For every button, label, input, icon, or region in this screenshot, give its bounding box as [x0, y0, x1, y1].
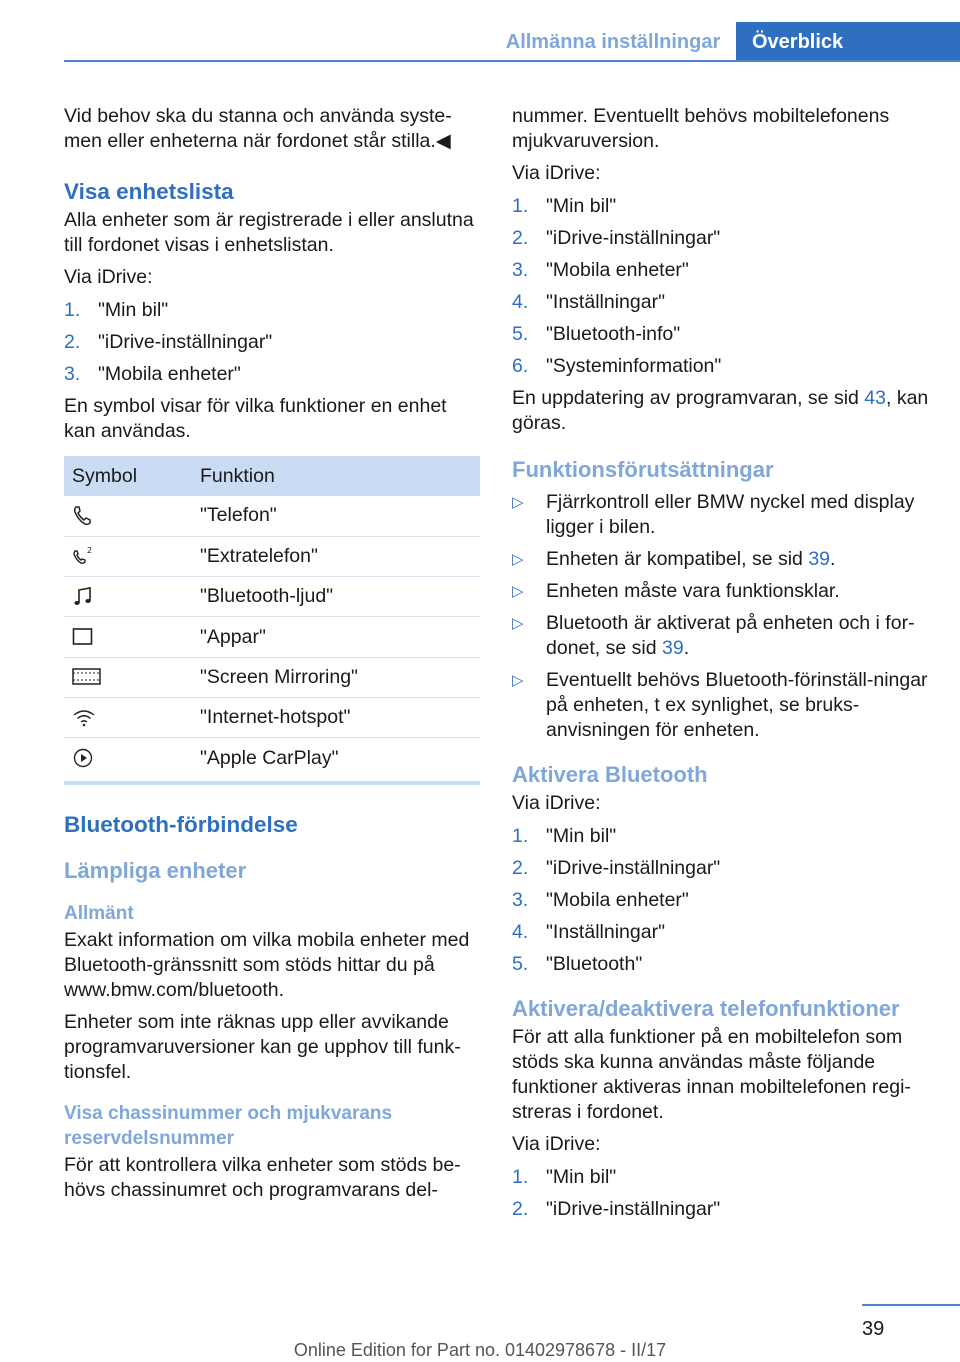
table-row [64, 496, 480, 536]
step-number: 3. [512, 889, 529, 911]
triangle-bullet-icon: ▷ [512, 551, 524, 568]
activate-bluetooth-steps [512, 824, 930, 977]
step-text: "Mobila enheter" [98, 363, 241, 385]
step-number: 3. [512, 259, 529, 281]
right-column [512, 104, 930, 1229]
step-text: "iDrive-inställningar" [98, 331, 273, 353]
step-text: "Inställningar" [546, 921, 665, 943]
chassis-paragraph: För att kontrollera vilka enheter som stöds be-hövs chassinumret och programvarans del- [64, 1154, 461, 1202]
step-number: 1. [64, 299, 81, 321]
list-item [512, 824, 930, 849]
bullet-text: Eventuellt behövs Bluetooth-förinställ-ningar på enheten, t ex synlighet, se bruks-anvisningen för enheten. [546, 669, 928, 741]
list-item [512, 490, 930, 540]
carplay-icon [72, 747, 94, 769]
heading-chassis-number: Visa chassinummer och mjukvarans reservdelsnummer [64, 1103, 393, 1150]
footer-divider [862, 1304, 960, 1306]
via-idrive-label: Via iDrive: [512, 792, 601, 814]
function-cell: "Screen Mirroring" [192, 657, 480, 697]
heading-phone-functions: Aktivera/deaktivera telefonfunktioner [512, 996, 900, 1021]
bullet-text: Fjärrkontroll eller BMW nyckel med display ligger i bilen. [546, 491, 915, 538]
step-text: "Bluetooth" [546, 953, 643, 975]
step-text: "iDrive-inställningar" [546, 857, 721, 879]
list-item [512, 290, 930, 315]
column-header-function: Funktion [192, 456, 480, 496]
via-idrive-label: Via iDrive: [512, 1133, 601, 1155]
header-section-title: Allmänna inställningar [505, 31, 721, 53]
left-column [64, 104, 482, 1210]
function-cell: "Apple CarPlay" [200, 746, 339, 769]
heading-bluetooth-connection: Bluetooth-förbindelse [64, 812, 298, 838]
column-header-symbol: Symbol [64, 456, 192, 496]
update-text: En uppdatering av programvaran, se sid [512, 387, 865, 409]
symbol-cell [64, 536, 192, 576]
step-number: 2. [64, 331, 81, 353]
page-link[interactable]: 39 [662, 637, 684, 659]
heading-suitable-devices: Lämpliga enheter [64, 858, 247, 884]
triangle-bullet-icon: ▷ [512, 494, 524, 511]
step-number: 2. [512, 857, 529, 879]
not-listed-paragraph: Enheter som inte räknas upp eller avvikande programvaruversioner kan ge upphov till funk-tionsfel. [64, 1011, 461, 1084]
step-number: 5. [512, 323, 529, 345]
phone-icon [72, 505, 92, 527]
table-row [64, 577, 480, 617]
wifi-hotspot-icon [72, 708, 96, 728]
intro-paragraph: Vid behov ska du stanna och använda syste-men eller enheterna när fordonet står stilla.◀ [64, 105, 452, 152]
step-number: 2. [512, 1198, 529, 1220]
step-text: "Inställningar" [546, 291, 665, 313]
table-row [64, 617, 480, 657]
function-cell: "Telefon" [192, 496, 480, 536]
phone-functions-paragraph: För att alla funktioner på en mobiltelefon som stöds ska kunna användas måste följande funktioner aktiveras innan mobiltelefonen regi-streras i fordonet. [512, 1026, 911, 1123]
function-cell: "Extratelefon" [192, 536, 480, 576]
step-number: 1. [512, 1166, 529, 1188]
footer-edition: Online Edition for Part no. 01402978678 - II/17 [293, 1340, 667, 1360]
list-item [512, 226, 930, 251]
music-note-icon [72, 586, 94, 608]
phone-functions-steps [512, 1165, 930, 1222]
page-link[interactable]: 43 [864, 387, 886, 409]
list-item [512, 1197, 930, 1222]
table-row [64, 738, 480, 778]
step-number: 2. [512, 227, 529, 249]
step-number: 4. [512, 921, 529, 943]
heading-prerequisites: Funktionsförutsättningar [512, 457, 774, 482]
table-row [64, 657, 480, 697]
list-item [64, 298, 482, 323]
general-paragraph: Exakt information om vilka mobila enheter med Bluetooth-gränssnitt som stöds hittar du på www.bmw.com/bluetooth. [64, 929, 470, 1002]
symbol-cell [64, 738, 192, 778]
screen-mirroring-icon [72, 667, 102, 687]
symbol-cell [64, 617, 192, 657]
function-cell: "Internet-hotspot" [192, 697, 480, 737]
prerequisite-list [512, 490, 930, 743]
update-paragraph [512, 386, 930, 436]
header-tabs [490, 22, 960, 62]
symbol-cell [64, 657, 192, 697]
step-number: 5. [512, 953, 529, 975]
step-number: 6. [512, 355, 529, 377]
system-info-steps [512, 194, 930, 379]
function-cell: "Bluetooth-ljud" [192, 577, 480, 617]
step-number: 4. [512, 291, 529, 313]
list-item [512, 258, 930, 283]
list-item [512, 1165, 930, 1190]
header-divider [64, 60, 960, 62]
step-text: "iDrive-inställningar" [546, 1198, 721, 1220]
triangle-bullet-icon: ▷ [512, 672, 524, 689]
table-header-row [64, 456, 480, 496]
table-row [64, 697, 480, 737]
via-idrive-label: Via iDrive: [512, 162, 601, 184]
heading-general: Allmänt [64, 903, 134, 925]
step-text: "Bluetooth-info" [546, 323, 681, 345]
symbol-cell [64, 496, 192, 536]
step-number: 1. [512, 825, 529, 847]
list-item [512, 952, 930, 977]
table-end-rule [64, 781, 480, 785]
device-list-steps [64, 298, 482, 387]
symbol-table [64, 456, 480, 778]
list-item [512, 354, 930, 379]
step-text: "Mobila enheter" [546, 889, 689, 911]
bullet-text: Enheten måste vara funktionsklar. [546, 580, 840, 602]
list-item [512, 611, 930, 661]
extra-phone-icon [72, 545, 96, 567]
continued-paragraph: nummer. Eventuellt behövs mobiltelefonens mjukvaruversion. [512, 105, 890, 152]
list-item [64, 362, 482, 387]
bullet-text: Bluetooth är aktiverat på enheten och i for-donet, se sid 39. [546, 612, 915, 659]
list-item [512, 888, 930, 913]
step-text: "Min bil" [546, 195, 617, 217]
function-cell: "Appar" [192, 617, 480, 657]
page-link[interactable]: 39 [808, 548, 831, 570]
list-item [512, 579, 930, 604]
list-item [64, 330, 482, 355]
update-text-end: , kan göras. [512, 387, 929, 434]
list-item [512, 547, 930, 572]
list-item [512, 920, 930, 945]
symbol-cell [64, 697, 192, 737]
apps-square-icon [72, 627, 94, 647]
list-item [512, 194, 930, 219]
step-text: "Min bil" [98, 299, 169, 321]
svg-text:2: 2 [87, 546, 93, 556]
step-text: "Systeminformation" [546, 355, 722, 377]
triangle-bullet-icon: ▷ [512, 615, 524, 632]
list-item [512, 856, 930, 881]
list-item [512, 668, 930, 743]
step-number: 3. [64, 363, 81, 385]
step-text: "iDrive-inställningar" [546, 227, 721, 249]
table-row [64, 536, 480, 576]
step-text: "Min bil" [546, 825, 617, 847]
step-number: 1. [512, 195, 529, 217]
step-text: "Min bil" [546, 1166, 617, 1188]
device-list-paragraph: Alla enheter som är registrerade i eller anslutna till fordonet visas i enhetslistan. [64, 209, 474, 256]
heading-activate-bluetooth: Aktivera Bluetooth [512, 762, 708, 787]
bullet-text: Enheten är kompatibel, se sid 39. [546, 548, 836, 570]
list-item [512, 322, 930, 347]
triangle-bullet-icon: ▷ [512, 583, 524, 600]
header-tab-overview: Överblick [736, 22, 960, 62]
via-idrive-label: Via iDrive: [64, 266, 153, 288]
symbol-cell [64, 577, 192, 617]
step-text: "Mobila enheter" [546, 259, 689, 281]
symbol-paragraph: En symbol visar för vilka funktioner en enhet kan användas. [64, 395, 447, 442]
page-number: 39 [862, 1318, 885, 1340]
heading-device-list: Visa enhetslista [64, 179, 234, 204]
